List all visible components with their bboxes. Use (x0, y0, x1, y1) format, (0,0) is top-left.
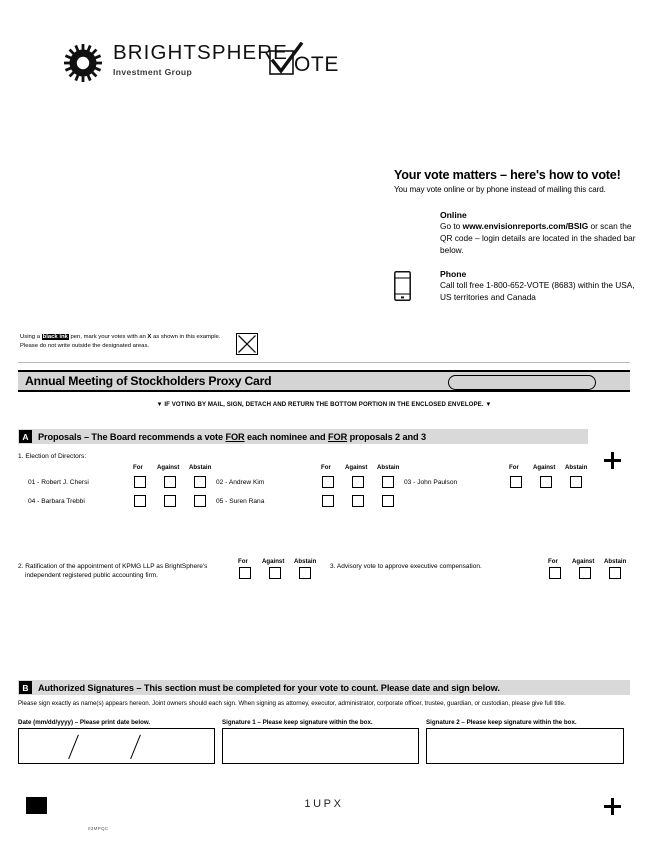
section-b-header (18, 680, 630, 695)
crop-mark-icon-bottom-right (604, 798, 621, 815)
checkbox-02-abstain[interactable] (382, 476, 394, 488)
signature-1-label: Signature 1 – Please keep signature within the box. (222, 719, 373, 726)
sec-a-for2: FOR (328, 431, 348, 442)
checkbox-03-against[interactable] (540, 476, 552, 488)
proxy-card-title-bar (18, 370, 630, 392)
checkbox-03-for[interactable] (510, 476, 522, 488)
proposal-3-text (330, 562, 545, 571)
online-text-before: Go to (440, 221, 463, 231)
vote-matters-title: Your vote matters – here's how to vote! (394, 168, 621, 182)
col-for-3: For (509, 464, 519, 471)
col-for-1: For (133, 464, 143, 471)
phone-heading: Phone (440, 269, 467, 280)
checkbox-proposal-2-for[interactable] (239, 567, 251, 579)
signature-2-input[interactable] (426, 728, 624, 764)
col-against-2: Against (345, 464, 368, 471)
online-text (440, 221, 640, 256)
signature-fields (18, 719, 632, 764)
nominee-name-02: 02 - Andrew Kim (216, 479, 265, 486)
col-abstain-1: Abstain (189, 464, 212, 471)
nominee-name-04: 04 - Barbara Trebbi (28, 498, 85, 505)
svg-text:OTE: OTE (294, 53, 339, 76)
checkbox-05-for[interactable] (322, 495, 334, 507)
checkbox-04-for[interactable] (134, 495, 146, 507)
checkbox-03-abstain[interactable] (570, 476, 582, 488)
nominee-name-05: 05 - Suren Rana (216, 498, 265, 505)
p2-col-for: For (238, 558, 248, 565)
instr-after: as shown in this example. (151, 334, 221, 340)
proposal-2-line1: 2. Ratification of the appointment of KPMG LLP as BrightSphere's (18, 563, 208, 570)
col-abstain-3: Abstain (565, 464, 588, 471)
date-slash-1 (68, 735, 79, 760)
online-text-after: or scan the QR code – login details are located in the shaded bar below. (440, 221, 636, 255)
checkbox-proposal-3-for[interactable] (549, 567, 561, 579)
checkbox-01-against[interactable] (164, 476, 176, 488)
proposal-2-text (18, 562, 233, 581)
footer-code: 1UPX (304, 798, 344, 810)
online-url[interactable]: www.envisionreports.com/BSIG (462, 221, 589, 231)
instr-before: Using a (20, 334, 42, 340)
proposal-3-line1: 3. Advisory vote to approve executive compensation. (330, 563, 482, 570)
sec-a-p2: each nominee and (244, 431, 329, 442)
date-field-label: Date (mm/dd/yyyy) – Please print date below. (18, 719, 151, 726)
checkbox-05-abstain[interactable] (382, 495, 394, 507)
signature-2-label: Signature 2 – Please keep signature within the box. (426, 719, 577, 726)
director-vote-grid (18, 464, 618, 518)
brand-name: BRIGHTSPHERE (113, 41, 288, 64)
checkbox-01-abstain[interactable] (194, 476, 206, 488)
detach-notice: ▼ IF VOTING BY MAIL, SIGN, DETACH AND RETURN THE BOTTOM PORTION IN THE ENCLOSED ENVELOPE. ▼ (156, 401, 492, 408)
nominee-row-1 (18, 464, 618, 491)
election-of-directors-label: 1. Election of Directors: (18, 453, 87, 460)
phone-text: Call toll free 1-800-652-VOTE (8683) within the USA, US territories and Canada (440, 280, 635, 303)
brand-subtitle: Investment Group (113, 66, 193, 77)
computer-icon (394, 210, 440, 256)
p2-col-abstain: Abstain (294, 558, 317, 565)
signature-note: Please sign exactly as name(s) appears hereon. Joint owners should each sign. When signing as attorney, executor, administrator, corporate officer, trustee, guardian, or custodian, please give full title. (18, 700, 566, 707)
signature-1-input[interactable] (222, 728, 419, 764)
date-slash-2 (130, 735, 141, 760)
nominee-row-2 (18, 491, 618, 518)
p3-col-for: For (548, 558, 558, 565)
marking-instructions (20, 333, 250, 351)
instr-line2: Please do not write outside the designated areas. (20, 343, 150, 350)
crop-mark-icon-top-right (604, 452, 621, 469)
proposal-2-line2: independent registered public accounting firm. (25, 572, 158, 580)
example-marked-checkbox (236, 333, 258, 355)
checkbox-proposal-2-abstain[interactable] (299, 567, 311, 579)
checkbox-01-for[interactable] (134, 476, 146, 488)
section-b-heading: Authorized Signatures – This section must be completed for your vote to count. Please date and sign below. (38, 682, 500, 693)
checkbox-proposal-2-against[interactable] (269, 567, 281, 579)
job-code: 03MPQC (88, 826, 109, 831)
instr-mark: X (147, 334, 152, 340)
signature-2-group (426, 719, 624, 764)
divider-rule (18, 362, 630, 363)
checkbox-04-against[interactable] (164, 495, 176, 507)
sec-a-p3: proposals 2 and 3 (347, 431, 426, 442)
sec-a-p1: Proposals – The Board recommends a vote (38, 431, 226, 442)
checkbox-02-against[interactable] (352, 476, 364, 488)
p3-col-abstain: Abstain (604, 558, 627, 565)
checkbox-05-against[interactable] (352, 495, 364, 507)
checkbox-proposal-3-against[interactable] (579, 567, 591, 579)
phone-vote-row (394, 269, 640, 304)
section-a-header (18, 429, 588, 444)
nominee-name-01: 01 - Robert J. Chersi (28, 479, 89, 486)
page-title: Annual Meeting of Stockholders Proxy Card (25, 374, 272, 388)
instr-mid: pen, mark your votes with an (68, 334, 148, 340)
sec-a-for1: FOR (225, 431, 245, 442)
col-for-2: For (321, 464, 331, 471)
checkbox-02-for[interactable] (322, 476, 334, 488)
section-a-heading (38, 432, 426, 442)
online-vote-row (394, 210, 640, 256)
starburst-icon (64, 44, 102, 82)
vote-matters-subtitle: You may vote online or by phone instead of mailing this card. (394, 185, 606, 194)
col-against-3: Against (533, 464, 556, 471)
col-against-1: Against (157, 464, 180, 471)
mobile-phone-icon (394, 269, 440, 304)
vote-wordmark (268, 42, 340, 80)
section-b-badge: B (19, 681, 32, 694)
checkbox-04-abstain[interactable] (194, 495, 206, 507)
signature-1-group (222, 719, 419, 764)
section-a-badge: A (19, 430, 32, 443)
date-input[interactable] (18, 728, 215, 764)
vote-instructions-block (394, 168, 640, 304)
checkbox-proposal-3-abstain[interactable] (609, 567, 621, 579)
nominee-name-03: 03 - John Paulson (404, 479, 458, 486)
p3-col-against: Against (572, 558, 595, 565)
date-field-group (18, 719, 215, 764)
black-ink-highlight: black ink (42, 334, 68, 340)
holder-info-field[interactable] (448, 375, 596, 390)
p2-col-against: Against (262, 558, 285, 565)
brand-logo (64, 42, 288, 82)
online-heading: Online (440, 210, 467, 220)
col-abstain-2: Abstain (377, 464, 400, 471)
